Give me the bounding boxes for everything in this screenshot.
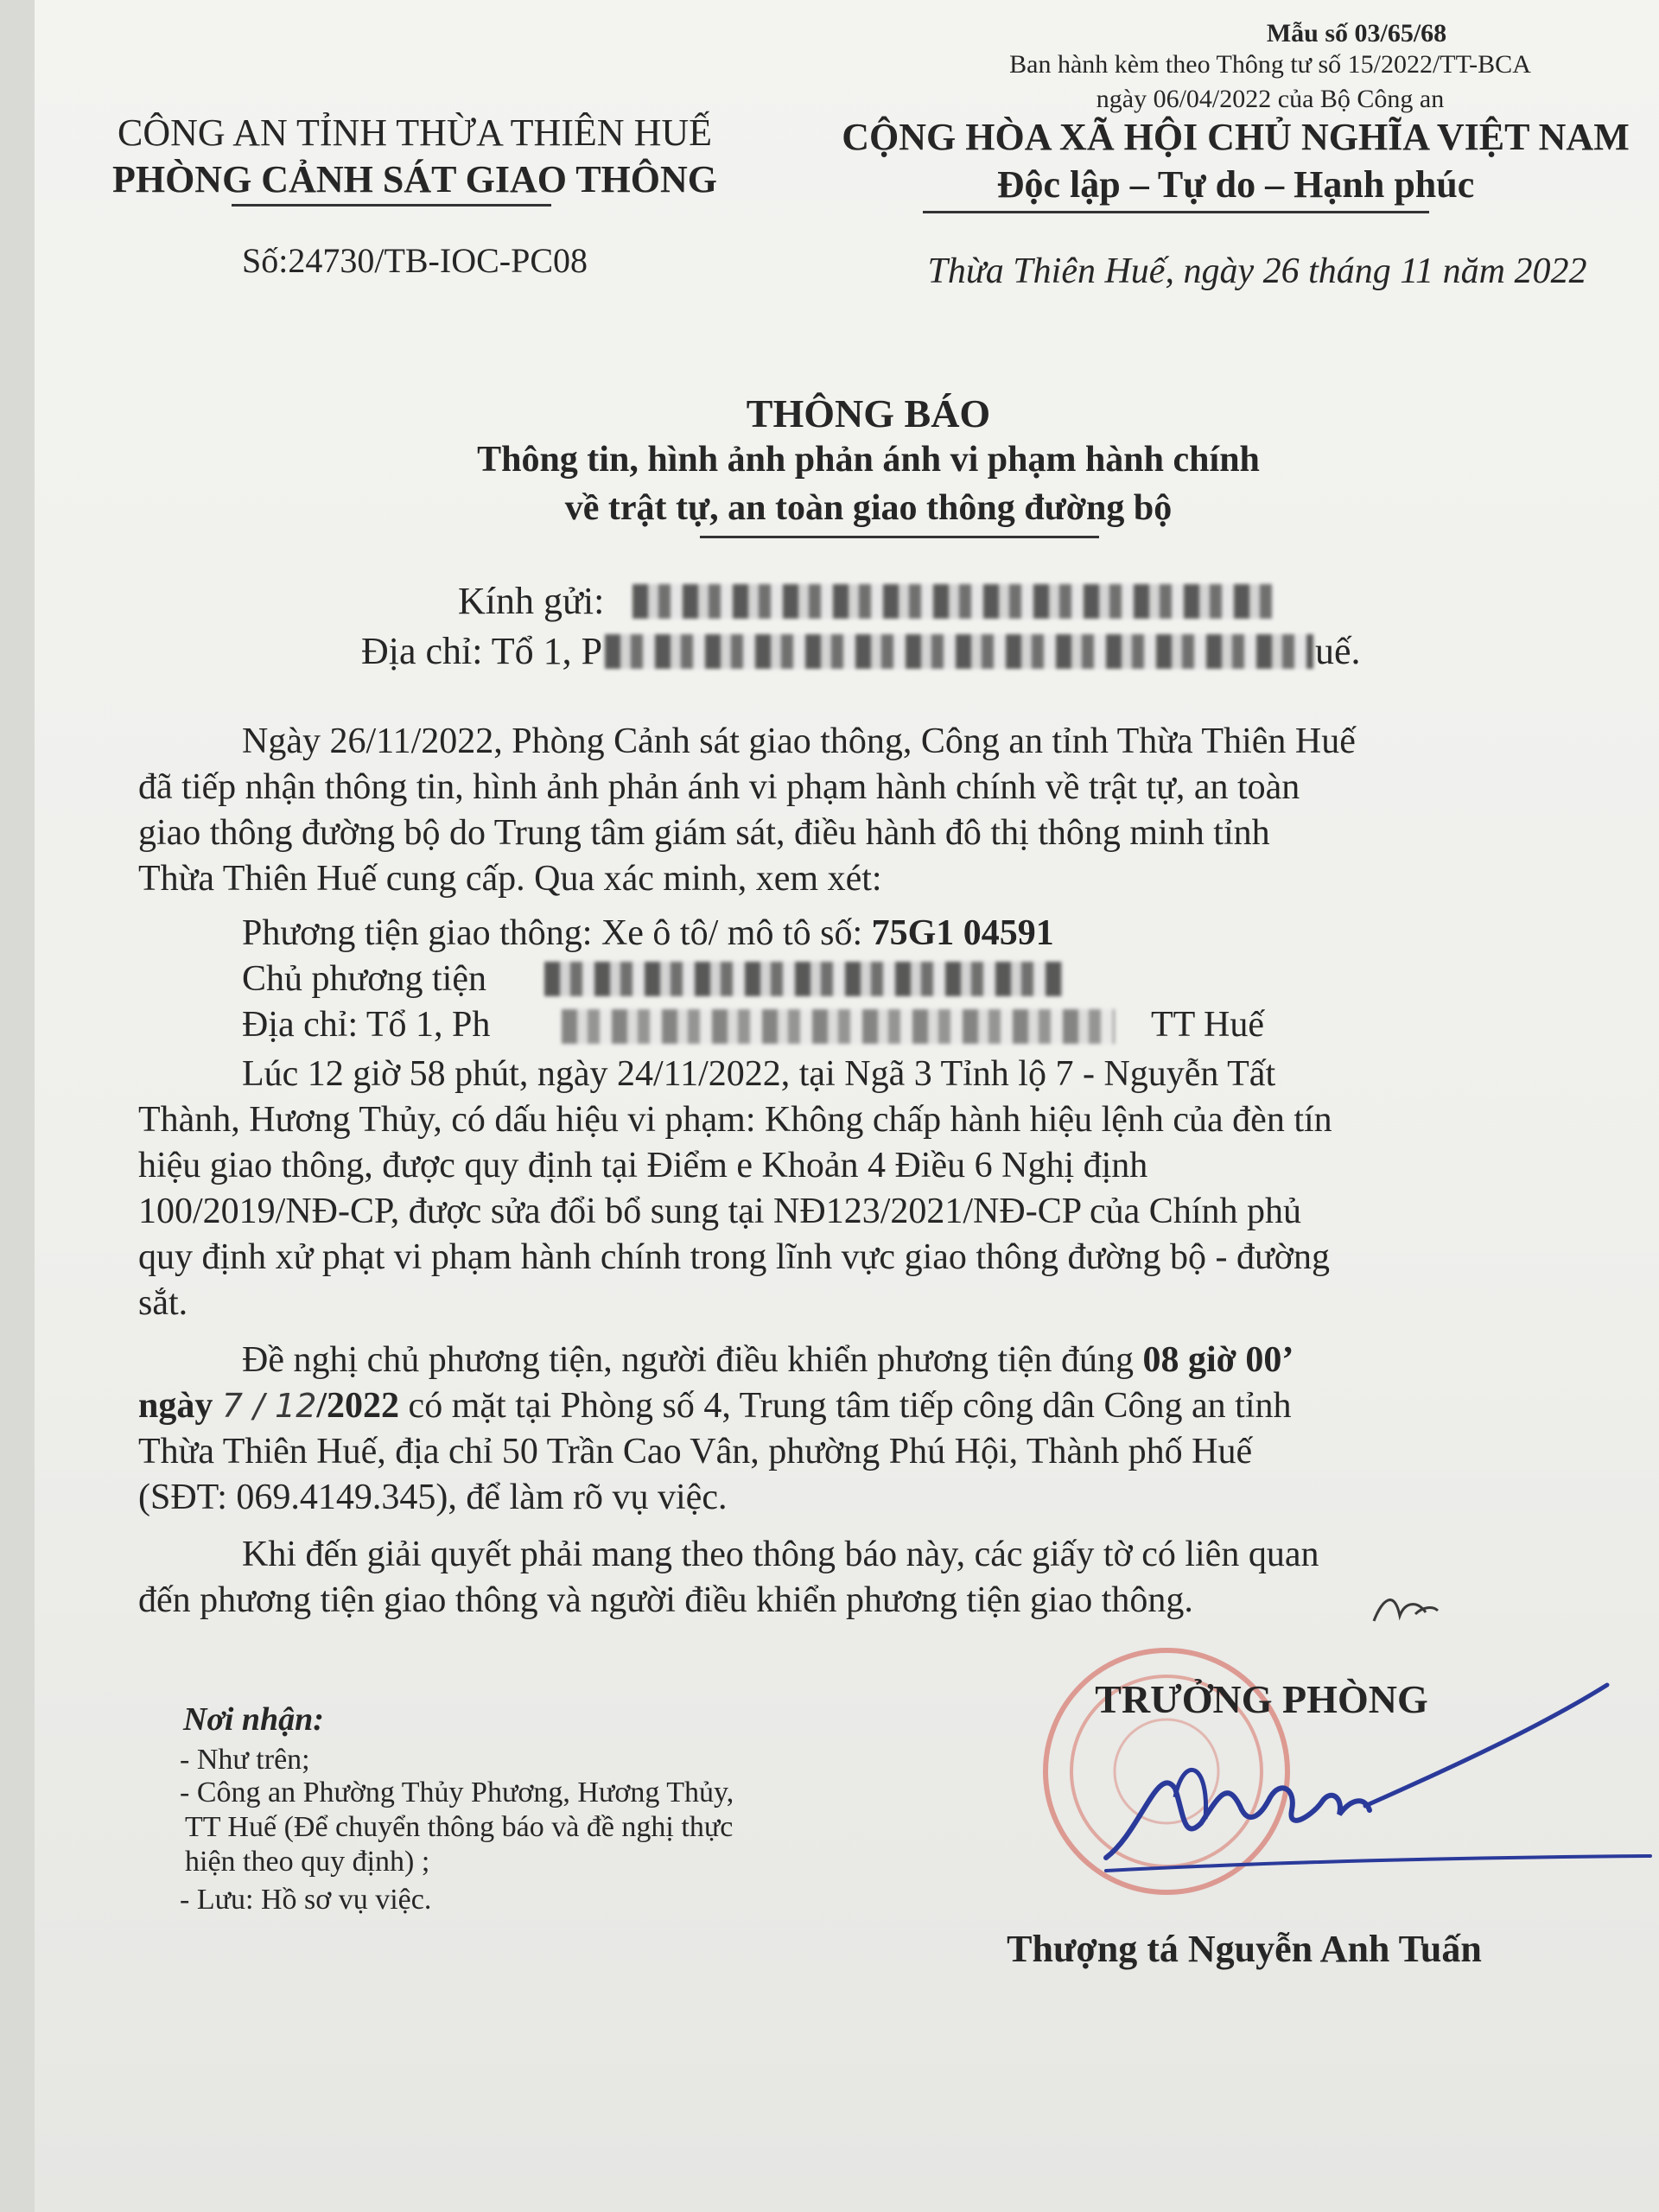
form-id: Mẫu số 03/65/68 — [1266, 19, 1447, 48]
owner-address-end: TT Huế — [1151, 1005, 1265, 1045]
nation-line-1: CỘNG HÒA XÃ HỘI CHỦ NGHĨA VIỆT NAM — [842, 116, 1630, 158]
appointment-year: /2022 — [316, 1386, 400, 1426]
document-subtitle-2: về trật tự, an toàn giao thông đường bộ — [564, 488, 1173, 528]
handwritten-month: 12 — [275, 1387, 317, 1425]
redacted-recipient-name — [632, 584, 1272, 619]
redacted-owner-name — [544, 962, 1063, 996]
appointment-day-label: ngày — [138, 1386, 222, 1426]
body-line: Thành, Hương Thủy, có dấu hiệu vi phạm: Không chấp hành hiệu lệnh của đèn tín — [138, 1100, 1332, 1140]
appointment-place: có mặt tại Phòng số 4, Trung tâm tiếp công dân Công an tỉnh — [399, 1386, 1292, 1426]
form-note-2: ngày 06/04/2022 của Bộ Công an — [1096, 85, 1445, 113]
body-line: Khi đến giải quyết phải mang theo thông báo này, các giấy tờ có liên quan — [242, 1535, 1319, 1574]
body-line: quy định xử phạt vi phạm hành chính trong lĩnh vực giao thông đường bộ - đường — [138, 1237, 1330, 1277]
document-page — [35, 0, 1659, 2212]
body-line: sắt. — [138, 1283, 188, 1323]
body-line: 100/2019/NĐ-CP, được sửa đổi bổ sung tại NĐ123/2021/NĐ-CP của Chính phủ — [138, 1192, 1301, 1231]
recipient-item: hiện theo quy định) ; — [185, 1846, 430, 1878]
form-note-1: Ban hành kèm theo Thông tư số 15/2022/TT-BCA — [1009, 50, 1531, 79]
signature-title: TRƯỞNG PHÒNG — [1095, 1677, 1428, 1721]
body-line: giao thông đường bộ do Trung tâm giám sát, điều hành đô thị thông minh tỉnh — [138, 813, 1270, 853]
recipient-item: - Lưu: Hồ sơ vụ việc. — [180, 1884, 432, 1916]
org-underline — [232, 204, 551, 207]
body-line: hiệu giao thông, được quy định tại Điểm e Khoản 4 Điều 6 Nghị định — [138, 1146, 1148, 1185]
initials-mark — [1365, 1581, 1443, 1633]
appointment-time: 08 giờ 00’ — [1142, 1340, 1294, 1380]
body-line: Thừa Thiên Huế, địa chỉ 50 Trần Cao Vân, phường Phú Hội, Thành phố Huế — [138, 1432, 1253, 1471]
recipient-item: - Như trên; — [180, 1744, 310, 1776]
handwritten-day: 7 — [221, 1387, 244, 1425]
body-line: đã tiếp nhận thông tin, hình ảnh phản ánh vi phạm hành chính về trật tự, an toàn — [138, 767, 1300, 807]
vehicle-label: Phương tiện giao thông: Xe ô tô/ mô tô số: — [242, 913, 872, 953]
body-line: Lúc 12 giờ 58 phút, ngày 24/11/2022, tại Ngã 3 Tỉnh lộ 7 - Nguyễn Tất — [242, 1054, 1276, 1094]
handwritten-separator: / — [243, 1387, 276, 1425]
owner-address-label: Địa chỉ: Tổ 1, Ph — [242, 1005, 491, 1045]
document-number: Số:24730/TB-IOC-PC08 — [241, 241, 588, 280]
nation-line-2: Độc lập – Tự do – Hạnh phúc — [996, 163, 1475, 206]
recipient-item: - Công an Phường Thủy Phương, Hương Thủy, — [180, 1777, 734, 1808]
body-line: Thừa Thiên Huế cung cấp. Qua xác minh, xem xét: — [138, 859, 882, 899]
redacted-recipient-address — [605, 634, 1313, 669]
appointment-text: Đề nghị chủ phương tiện, người điều khiển phương tiện đúng — [242, 1340, 1143, 1380]
recipient-address-end: uế. — [1315, 630, 1361, 672]
org-line-1: CÔNG AN TỈNH THỪA THIÊN HUẾ — [117, 111, 712, 154]
nation-underline — [923, 211, 1429, 213]
body-line: đến phương tiện giao thông và người điều khiển phương tiện giao thông. — [138, 1580, 1193, 1620]
recipient-item: TT Huế (Để chuyển thông báo và đề nghị thực — [185, 1811, 734, 1843]
document-title: THÔNG BÁO — [746, 391, 991, 435]
recipients-heading: Nơi nhận: — [183, 1701, 324, 1738]
subtitle-underline — [700, 536, 1099, 538]
vehicle-line — [242, 911, 1054, 957]
handwritten-signature — [1054, 1668, 1659, 1892]
recipient-label: Kính gửi: — [458, 580, 605, 622]
owner-label: Chủ phương tiện — [242, 959, 486, 999]
place-date: Thừa Thiên Huế, ngày 26 tháng 11 năm 2022 — [927, 251, 1587, 291]
body-line: Ngày 26/11/2022, Phòng Cảnh sát giao thông, Công an tỉnh Thừa Thiên Huế — [242, 721, 1356, 761]
body-line — [138, 1383, 1292, 1429]
org-line-2: PHÒNG CẢNH SÁT GIAO THÔNG — [111, 158, 718, 200]
redacted-owner-address — [562, 1009, 1115, 1044]
document-subtitle-1: Thông tin, hình ảnh phản ánh vi phạm hành chính — [477, 440, 1260, 480]
vehicle-plate: 75G1 04591 — [871, 913, 1054, 953]
signer-name: Thượng tá Nguyễn Anh Tuấn — [1007, 1928, 1482, 1970]
body-line: (SĐT: 069.4149.345), để làm rõ vụ việc. — [138, 1478, 728, 1517]
body-line — [242, 1338, 1294, 1383]
recipient-address-label: Địa chỉ: Tổ 1, P — [361, 630, 603, 672]
